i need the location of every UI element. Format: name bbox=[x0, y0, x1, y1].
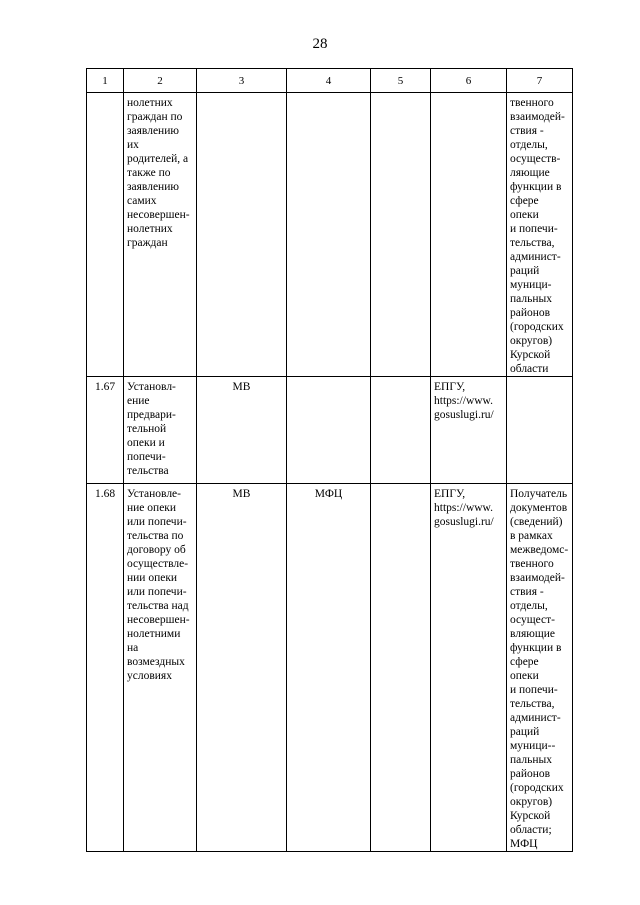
header-col-3: 3 bbox=[197, 69, 287, 93]
page-number: 28 bbox=[312, 36, 328, 52]
table-header-row bbox=[87, 69, 573, 93]
row-number: 1.68 bbox=[94, 488, 116, 500]
col5-value bbox=[371, 93, 430, 96]
col7-value: твенного взаимодей- ствия - отделы, осуществ- ляющие функции в сфере опеки и попечи- тельства, админист- раций муници- пальных районов (городских округов) Курской области bbox=[510, 97, 565, 375]
service-name: Установле- ние опеки или попечи- тельства по договору об осуществле- нии опеки или попечи- тельства над несовершен- нолетними на возмездных условиях bbox=[127, 488, 190, 682]
col6-value bbox=[431, 93, 506, 96]
service-name: Установл- ение предвари- тельной опеки и попечи- тельства bbox=[127, 381, 176, 477]
col4-value bbox=[287, 93, 370, 96]
col5-value bbox=[371, 377, 430, 380]
header-col-6: 6 bbox=[431, 69, 507, 93]
table-row bbox=[87, 484, 573, 852]
col3-value: МВ bbox=[232, 381, 251, 393]
col3-value bbox=[197, 93, 286, 96]
header-col-2: 2 bbox=[124, 69, 197, 93]
col3-value: МВ bbox=[232, 488, 251, 500]
header-col-7: 7 bbox=[507, 69, 573, 93]
header-col-4: 4 bbox=[287, 69, 371, 93]
col6-value: ЕПГУ, https://www. gosuslugi.ru/ bbox=[434, 488, 494, 528]
col4-value bbox=[287, 377, 370, 380]
col7-value bbox=[507, 377, 572, 380]
table-row bbox=[87, 93, 573, 377]
service-name: нолетних граждан по заявлению их родителей, а также по заявлению самих несовершен- нолетних граждан bbox=[127, 97, 190, 249]
services-table bbox=[86, 68, 573, 852]
col6-value: ЕПГУ, https://www. gosuslugi.ru/ bbox=[434, 381, 494, 421]
col4-value: МФЦ bbox=[314, 488, 343, 500]
table-row bbox=[87, 377, 573, 484]
row-number: 1.67 bbox=[94, 381, 116, 393]
header-col-1: 1 bbox=[87, 69, 124, 93]
col7-value: Получатель документов (сведений) в рамках межведомс- твенного взаимодей- ствия - отделы, осущест- вляющие функции в сфере опеки и попечи- тельства, админист- раций муници-- пальных районов (городских округов) Курской области; МФЦ bbox=[510, 488, 569, 850]
col5-value bbox=[371, 484, 430, 487]
row-number bbox=[87, 93, 123, 96]
header-col-5: 5 bbox=[371, 69, 431, 93]
